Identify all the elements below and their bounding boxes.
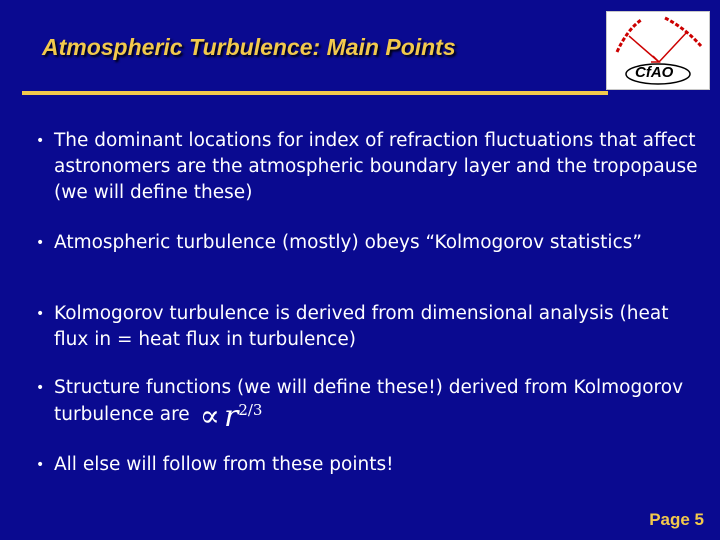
formula-exponent: 2/3: [238, 401, 263, 419]
proportional-symbol: ∝: [199, 399, 220, 435]
cfao-logo: [606, 11, 710, 90]
bullet-text-with-formula: [54, 375, 704, 434]
bullet-dot-icon: •: [36, 133, 45, 149]
page-number: Page 5: [649, 510, 704, 529]
logo-text: CfAO: [635, 64, 674, 81]
formula-variable: r: [223, 399, 239, 435]
bullet-dot-icon: •: [36, 306, 45, 322]
bullet-item: [36, 301, 706, 353]
bullet-text: Atmospheric turbulence (mostly) obeys “Kolmogorov statistics”: [54, 232, 642, 253]
slide-title: Atmospheric Turbulence: Main Points: [42, 34, 456, 60]
bullet-text: Structure functions (we will define these!) derived from Kolmogorov turbulence are: [54, 377, 684, 426]
bullet-text: Kolmogorov turbulence is derived from dimensional analysis (heat flux in = heat flux in turbulence): [54, 303, 669, 350]
bullet-item: [36, 230, 706, 256]
bullet-text: All else will follow from these points!: [54, 454, 394, 475]
bullet-dot-icon: •: [36, 457, 45, 473]
title-underline: [22, 91, 608, 95]
bullet-dot-icon: •: [36, 235, 45, 251]
bullet-item: [36, 452, 706, 478]
proportional-formula: [200, 401, 263, 434]
bullet-dot-icon: •: [36, 380, 45, 396]
bullet-item: [36, 375, 706, 434]
bullet-item: [36, 128, 706, 206]
bullet-text: The dominant locations for index of refraction fluctuations that affect astronomers are the atmospheric boundary layer and the tropopause (we will define these): [54, 130, 698, 203]
